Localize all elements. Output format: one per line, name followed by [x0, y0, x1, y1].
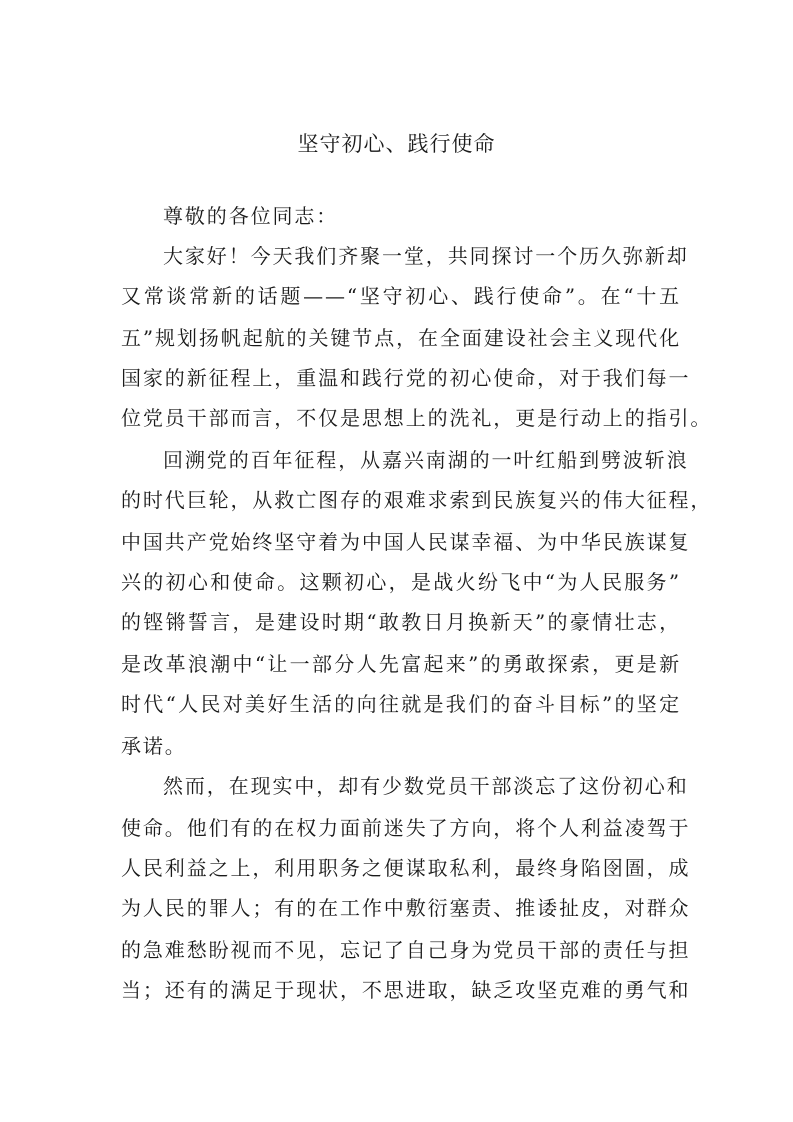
paragraph-line: 五”规划扬帆起航的关键节点，在全面建设社会主义现代化: [121, 326, 681, 350]
paragraph-line: 的急难愁盼视而不见，忘记了自己身为党员干部的责任与担: [121, 938, 691, 962]
paragraph-line: 大家好！今天我们齐聚一堂，共同探讨一个历久弥新却: [163, 244, 689, 268]
paragraph-line: 的铿锵誓言，是建设时期“敢教日月换新天”的豪情壮志，: [121, 610, 681, 634]
paragraph-line: 人民利益之上，利用职务之便谋取私利，最终身陷囹圄，成: [121, 856, 691, 880]
paragraph-line: 然而，在现实中，却有少数党员干部淡忘了这份初心和: [163, 774, 689, 798]
paragraph-line: 位党员干部而言，不仅是思想上的洗礼，更是行动上的指引。: [121, 406, 713, 430]
paragraph-line: 时代“人民对美好生活的向往就是我们的奋斗目标”的坚定: [121, 692, 681, 716]
paragraph-line: 回溯党的百年征程，从嘉兴南湖的一叶红船到劈波斩浪: [163, 448, 689, 472]
document-title: 坚守初心、践行使命: [297, 132, 496, 156]
paragraph-line: 兴的初心和使命。这颗初心，是战火纷飞中“为人民服务”: [121, 570, 681, 594]
paragraph-line: 为人民的罪人；有的在工作中敷衍塞责、推诿扯皮，对群众: [121, 896, 691, 920]
paragraph-line: 当；还有的满足于现状，不思进取，缺乏攻坚克难的勇气和: [121, 978, 691, 1002]
paragraph-line: 又常谈常新的话题——“坚守初心、践行使命”。在“十五: [121, 284, 681, 308]
paragraph-line: 的时代巨轮，从救亡图存的艰难求索到民族复兴的伟大征程，: [121, 488, 713, 512]
paragraph-line: 使命。他们有的在权力面前迷失了方向，将个人利益凌驾于: [121, 816, 691, 840]
paragraph-line: 中国共产党始终坚守着为中国人民谋幸福、为中华民族谋复: [121, 530, 691, 554]
salutation: 尊敬的各位同志：: [163, 204, 339, 228]
paragraph-line: 承诺。: [121, 734, 187, 758]
paragraph-line: 是改革浪潮中“让一部分人先富起来”的勇敢探索，更是新: [121, 652, 681, 676]
paragraph-line: 国家的新征程上，重温和践行党的初心使命，对于我们每一: [121, 366, 691, 390]
